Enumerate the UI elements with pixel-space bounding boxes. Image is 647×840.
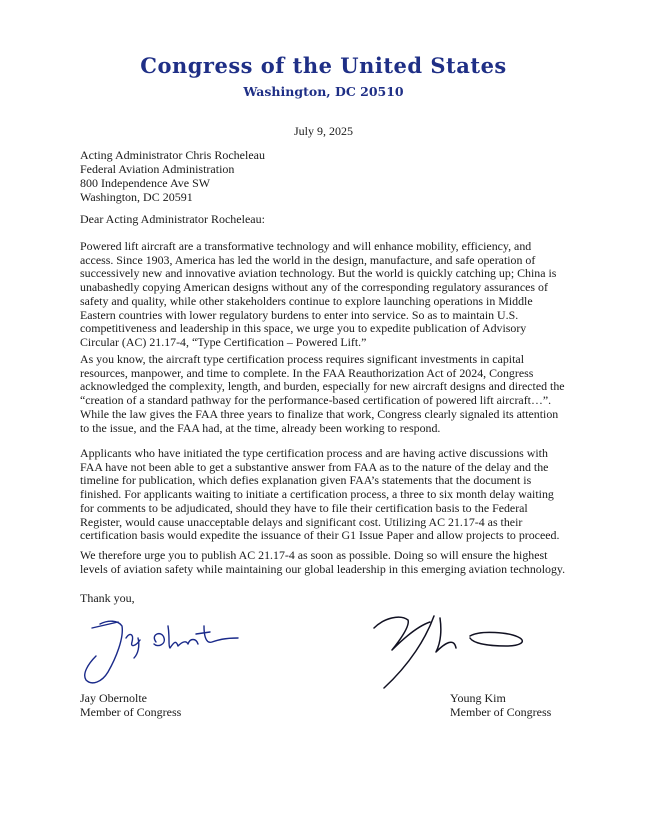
closing: Thank you, [80, 591, 135, 605]
body-paragraph-2: As you know, the aircraft type certification process requires significant investments in capital resources, manpower, and time to complete. In the FAA Reauthorization Act of 2024, Congress acknowledged the complexity, length, and burden, especially for new aircraft designs and directed the “creation of a standard pathway for the performance-based certification of powered lift aircraft…”. While the law gives the FAA three years to finalize that work, Congress clearly signaled its attention to the issue, and the FAA had, at the time, already been working to respond. [80, 352, 565, 435]
recipient-name: Acting Administrator Chris Rocheleau [80, 148, 265, 162]
body-paragraph-3: Applicants who have initiated the type certification process and are having active discussions with FAA have not been able to get a substantive answer from FAA as to the nature of the delay and the timeline for publication, which defies explanation given FAA’s statements that the document is finished. For applicants waiting to initiate a certification process, a three to six month delay waiting for comments to be adjudicated, should they have to file their certification basis to the Federal Register, would cause unacceptable delays and significant cost. Utilizing AC 21.17-4 as their certification basis would expedite the issuance of their G1 Issue Paper and allow projects to proceed. [80, 446, 560, 543]
recipient-street: 800 Independence Ave SW [80, 176, 211, 190]
signer-2-title: Member of Congress [450, 705, 552, 719]
recipient-city: Washington, DC 20591 [80, 190, 193, 204]
letterhead-address: Washington, DC 20510 [243, 84, 404, 99]
letter-date: July 9, 2025 [293, 124, 353, 138]
signature-kim [370, 608, 530, 690]
signer-2-block [450, 691, 551, 719]
body-paragraph-1: Powered lift aircraft are a transformative technology and will enhance mobility, efficiency, and access. Since 1903, America has led the world in the design, manufacture, and safe operation of successively new and innovative aviation technology. But the world is quickly catching up; China is unabashedly copying American designs without any of the corresponding regulatory assurances of safety and quality, while other stakeholders continue to explore launching operations in Middle Eastern countries with lower regulatory burdens to enter into service. So as to maintain U.S. competitiveness and leadership in this space, we urge you to expedite publication of Advisory Circular (AC) 21.17-4, “Type Certification – Powered Lift.” [80, 239, 557, 349]
signer-1-name: Jay Obernolte [80, 691, 147, 705]
salutation: Dear Acting Administrator Rocheleau: [80, 212, 265, 226]
signer-1-title: Member of Congress [80, 705, 182, 719]
recipient-block [80, 148, 265, 204]
signer-2-name: Young Kim [450, 691, 506, 705]
signer-1-block [80, 691, 181, 719]
signature-obernolte [78, 612, 258, 690]
letterhead-title: Congress of the United States [140, 53, 507, 78]
body-paragraph-4: We therefore urge you to publish AC 21.17-4 as soon as possible. Doing so will ensure the highest levels of aviation safety while maintaining our global leadership in this emerging aviation technology. [80, 548, 566, 576]
recipient-org: Federal Aviation Administration [80, 162, 235, 176]
